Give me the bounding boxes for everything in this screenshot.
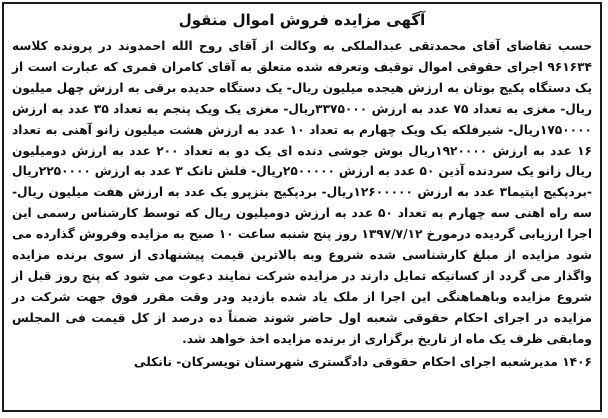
notice-body: حسب تقاضای آقای محمدتقی عبدالملکی به وکالت از آقای روح الله احمدوند در پرونده کلاسه ۹۶۱۶۳۴ اجرای حقوقی اموال توقیف وتعرفه شده متعلق به آقای کامران قمری که عبارت است از یک دستگاه پکیج بوتان به ارزش هیجده میلیون ریال- یک دستگاه حدیده برقی به ارزش چهل میلیون ریال- مغزی به تعداد ۷۵ عدد به ارزش ۳۳۷۵۰۰۰ریال- مغزی یک ویک پنجم به تعداد ۳۵ عدد به ارزش ۱۷۵۰۰۰۰ریال- شیرفلکه یک ویک چهارم به تعداد ۱۰ عدد به ارزش هشت میلیون زانو آهنی به تعداد ۱۶ عدد به ارزش ۱۹۲۰۰۰۰ریال بوش جوشی دنده ای یک دو به تعداد ۲۰۰ عدد به ارزش دومیلیون ریال زانو یک سردنده آذین ۵۰ عدد به ارزش ۲۵۰۰۰۰۰ریال- فلش تانک ۳ عدد به ارزش ۲۲۵۰۰۰۰ریال -بردپکیج اپتیما۳ عدد به ارزش ۱۲۶۰۰۰۰۰ریال- بردپکیج بنزپرو یک عدد به ارزش هفت میلیون ریال- سه راه اهنی سه چهارم به تعداد ۵۰ عدد به ارزش دومیلیون ریال که توسط کارشناس رسمی این اجرا ارزیابی گردیده درمورخ ۱۳۹۷/۷/۱۲ روز پنج شنبه ساعت ۱۰ صبح به مزایده وفروش گذارده می شود مزایده از مبلغ کارشناسی شده شروع وبه بالاترین قیمت پیشنهادی از سوی برنده مزایده واگذار می گردد از کسانیکه تمایل دارند در مزایده شرکت نمایند دعوت می شود که پنج روز قبل از شروع مزایده وباهماهنگی این اجرا از ملک یاد شده بازدید ودر وقت مقرر فوق جهت شرکت در مزایده در اجرای احکام حقوقی شعبه اول حاضر شوند ضمناً ده درصد از کل قیمت فی المجلس ومابقی ظرف یک ماه از تاریخ برگزاری از برنده مزایده اخذ خواهد شد. xyxy=(12,39,593,346)
notice-signature: ۱۴۰۶ مدیرشعبه اجرای احکام حقوقی دادگستری شهرستان تویسرکان- نانکلی xyxy=(133,354,592,369)
notice-title: آگهی مزایده فروش اموال منقول xyxy=(178,11,426,29)
auction-notice xyxy=(2,2,602,412)
